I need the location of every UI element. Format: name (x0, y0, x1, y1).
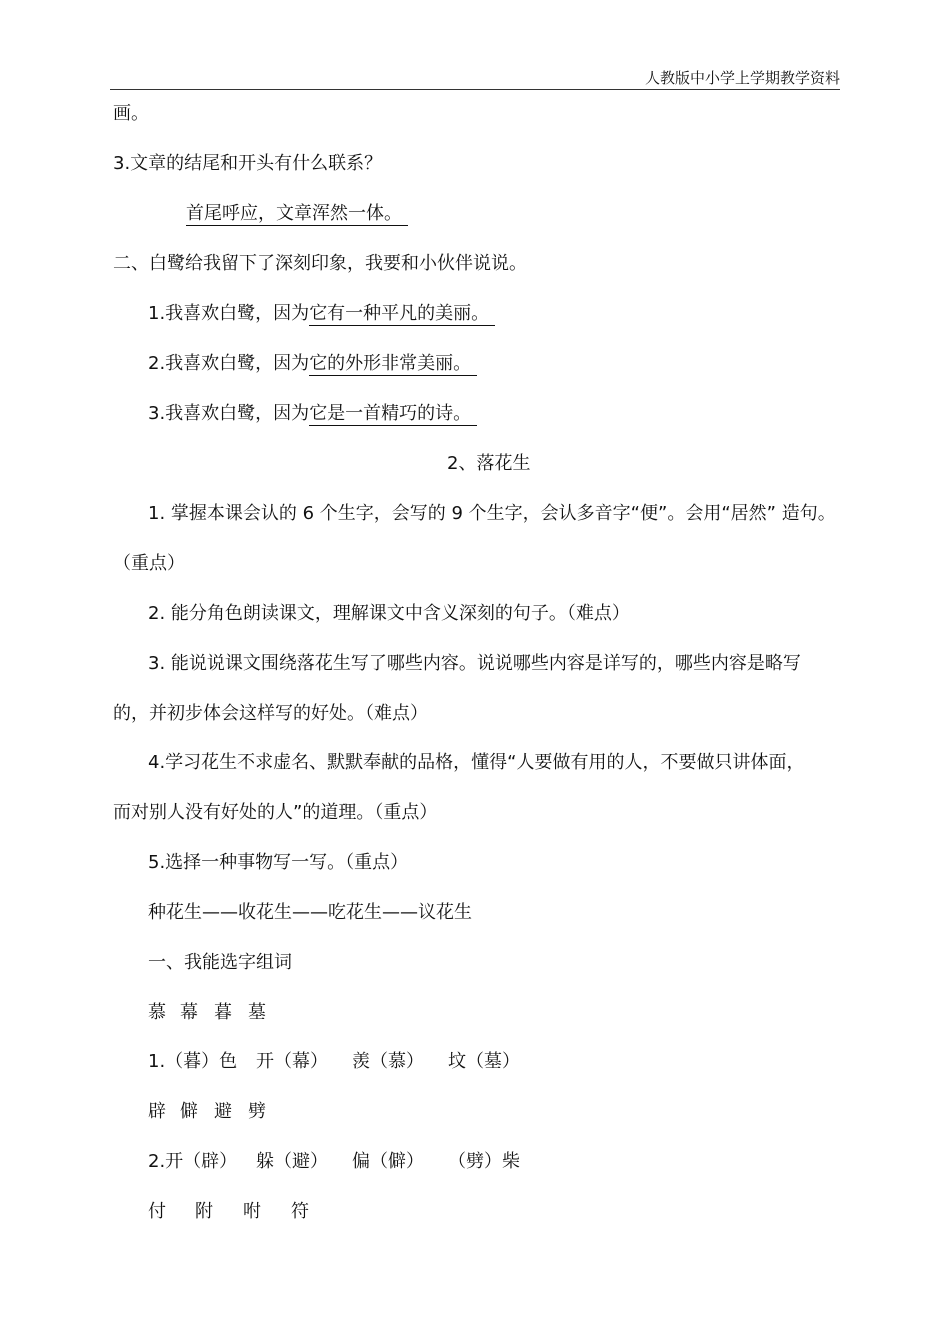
word-answer: 羡（慕） (352, 1051, 424, 1072)
answer-3 (186, 201, 408, 227)
answer-group-2 (148, 1149, 520, 1175)
goal-2: 2. 能分角色朗读课文，理解课文中含义深刻的句子。（难点） (148, 603, 630, 624)
word-answer: 开（幕） (256, 1051, 328, 1072)
word-answer: 坟（墓） (448, 1051, 520, 1072)
question-3: 3.文章的结尾和开头有什么联系？ (113, 153, 383, 174)
char-option: 慕 (148, 1002, 166, 1023)
char-option: 幕 (180, 1002, 198, 1023)
word-answer: 躲（避） (256, 1151, 328, 1172)
reason-prefix: 2.我喜欢白鹭，因为 (148, 353, 310, 374)
reason-prefix: 1.我喜欢白鹭，因为 (148, 303, 310, 324)
char-option: 避 (214, 1101, 232, 1122)
goal-4-cont: 而对别人没有好处的人”的道理。（重点） (113, 802, 438, 823)
text-line-continuation: 画。 (113, 103, 149, 124)
char-group-3 (148, 1199, 309, 1225)
goal-5: 5.选择一种事物写一写。（重点） (148, 852, 409, 873)
goal-3-cont: 的，并初步体会这样写的好处。（难点） (113, 703, 428, 724)
reason-prefix: 3.我喜欢白鹭，因为 (148, 403, 310, 424)
char-option: 辟 (148, 1101, 166, 1122)
char-option: 僻 (180, 1101, 198, 1122)
char-option: 墓 (248, 1002, 266, 1023)
lesson-title: 2、落花生 (447, 453, 531, 474)
word-answer: （劈）柴 (448, 1151, 520, 1172)
page-header (110, 68, 840, 90)
reason-answer: 它有一种平凡的美丽。 (309, 303, 490, 324)
word-answer: 偏（僻） (352, 1151, 424, 1172)
char-option: 付 (148, 1201, 166, 1222)
goal-1: 1. 掌握本课会认的 6 个生字，会写的 9 个生字，会认多音字“便”。会用“居然” 造句。 (148, 503, 836, 524)
header-text: 人教版中小学上学期教学资料 (644, 69, 840, 87)
goal-3: 3. 能说说课文围绕落花生写了哪些内容。说说哪些内容是详写的，哪些内容是略写 (148, 653, 801, 674)
reason-item-1 (148, 301, 495, 327)
answer-3-text: 首尾呼应，文章浑然一体。 (186, 203, 402, 224)
goal-4: 4.学习花生不求虚名、默默奉献的品格，懂得“人要做有用的人，不要做只讲体面， (148, 752, 805, 773)
char-option: 附 (195, 1201, 213, 1222)
reason-answer: 它是一首精巧的诗。 (309, 403, 472, 424)
section-2-title: 二、白鹭给我留下了深刻印象，我要和小伙伴说说。 (113, 253, 527, 274)
word-answer: 1.（暮）色 (148, 1051, 238, 1072)
char-option: 咐 (243, 1201, 261, 1222)
reason-answer: 它的外形非常美丽。 (309, 353, 472, 374)
goal-1-cont: （重点） (113, 553, 185, 574)
char-group-2 (148, 1099, 266, 1125)
word-answer: 2.开（辟） (148, 1151, 238, 1172)
reason-item-3 (148, 401, 477, 427)
char-option: 劈 (248, 1101, 266, 1122)
reason-item-2 (148, 351, 477, 377)
lesson-outline: 种花生——收花生——吃花生——议花生 (148, 902, 472, 923)
char-option: 暮 (214, 1002, 232, 1023)
char-group-1 (148, 1000, 266, 1026)
exercise-title: 一、我能选字组词 (148, 952, 292, 973)
answer-group-1 (148, 1049, 520, 1075)
char-option: 符 (291, 1201, 309, 1222)
